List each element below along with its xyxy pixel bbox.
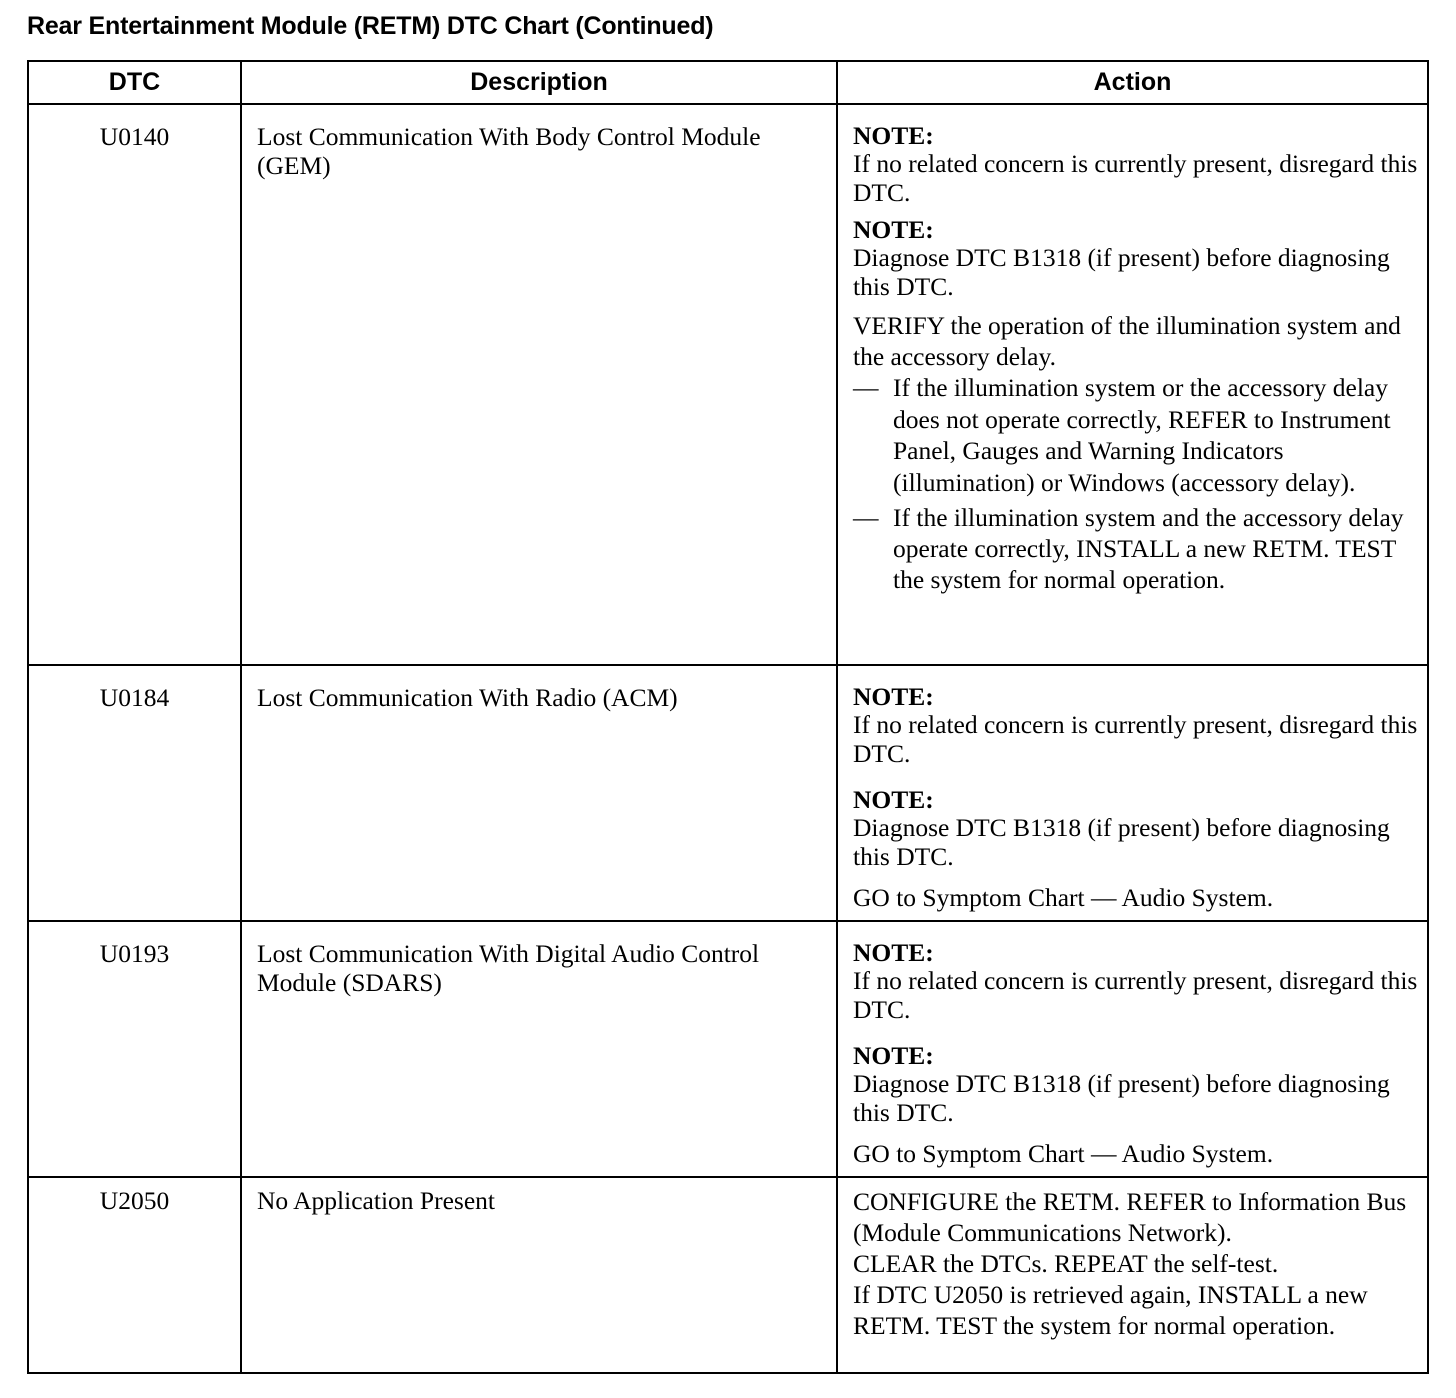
configure-step: CONFIGURE the RETM. REFER to Information Bus (Module Communications Network). [853, 1187, 1407, 1247]
goto-step: GO to Symptom Chart — Audio System. [853, 883, 1274, 912]
note-text: If no related concern is currently present, disregard this DTC. [853, 710, 1418, 768]
dtc-code: U0184 [28, 665, 241, 921]
note-label: NOTE: [853, 682, 934, 711]
dtc-code: U0140 [28, 104, 241, 665]
action-bullet [853, 372, 1423, 498]
note-block [853, 1042, 1423, 1127]
table-row [28, 1177, 1428, 1373]
dtc-description: Lost Communication With Body Control Module (GEM) [241, 104, 837, 665]
action-bullet [853, 502, 1423, 595]
note-text: Diagnose DTC B1318 (if present) before diagnosing this DTC. [853, 243, 1390, 301]
table-header-row [28, 61, 1428, 104]
verify-step: VERIFY the operation of the illumination system and the accessory delay. [853, 311, 1401, 371]
table-row [28, 665, 1428, 921]
note-block [853, 786, 1423, 871]
note-label: NOTE: [853, 1041, 934, 1070]
dtc-code: U0193 [28, 921, 241, 1177]
retest-step: If DTC U2050 is retrieved again, INSTALL a new RETM. TEST the system for normal operation. [853, 1280, 1368, 1340]
dtc-description: Lost Communication With Radio (ACM) [241, 665, 837, 921]
dtc-description: No Application Present [241, 1177, 837, 1373]
note-label: NOTE: [853, 121, 934, 150]
page-title: Rear Entertainment Module (RETM) DTC Chart (Continued) [27, 12, 714, 40]
bullet-text: If the illumination system or the accessory delay does not operate correctly, REFER to Instrument Panel, Gauges and Warning Indicators (illumination) or Windows (accessory delay). [893, 373, 1391, 497]
dtc-action [837, 921, 1428, 1177]
goto-step: GO to Symptom Chart — Audio System. [853, 1139, 1274, 1168]
column-header-dtc: DTC [28, 61, 241, 104]
note-label: NOTE: [853, 785, 934, 814]
column-header-description: Description [241, 61, 837, 104]
dtc-chart-table [27, 60, 1429, 1374]
note-label: NOTE: [853, 938, 934, 967]
note-label: NOTE: [853, 215, 934, 244]
note-block [853, 122, 1423, 207]
dtc-action [837, 1177, 1428, 1373]
column-header-action: Action [837, 61, 1428, 104]
note-text: Diagnose DTC B1318 (if present) before diagnosing this DTC. [853, 1069, 1390, 1127]
note-block [853, 683, 1423, 768]
note-block [853, 216, 1423, 301]
note-text: Diagnose DTC B1318 (if present) before diagnosing this DTC. [853, 813, 1390, 871]
dash-marker: — [853, 503, 879, 532]
note-text: If no related concern is currently present, disregard this DTC. [853, 149, 1418, 207]
bullet-text: If the illumination system and the accessory delay operate correctly, INSTALL a new RETM. TEST the system for normal operation. [893, 503, 1404, 594]
dtc-code: U2050 [28, 1177, 241, 1373]
note-text: If no related concern is currently present, disregard this DTC. [853, 966, 1418, 1024]
dtc-action [837, 665, 1428, 921]
table-row [28, 921, 1428, 1177]
note-block [853, 939, 1423, 1024]
dash-marker: — [853, 373, 879, 402]
dtc-description: Lost Communication With Digital Audio Control Module (SDARS) [241, 921, 837, 1177]
dtc-action [837, 104, 1428, 665]
table-row [28, 104, 1428, 665]
clear-step: CLEAR the DTCs. REPEAT the self-test. [853, 1249, 1279, 1278]
